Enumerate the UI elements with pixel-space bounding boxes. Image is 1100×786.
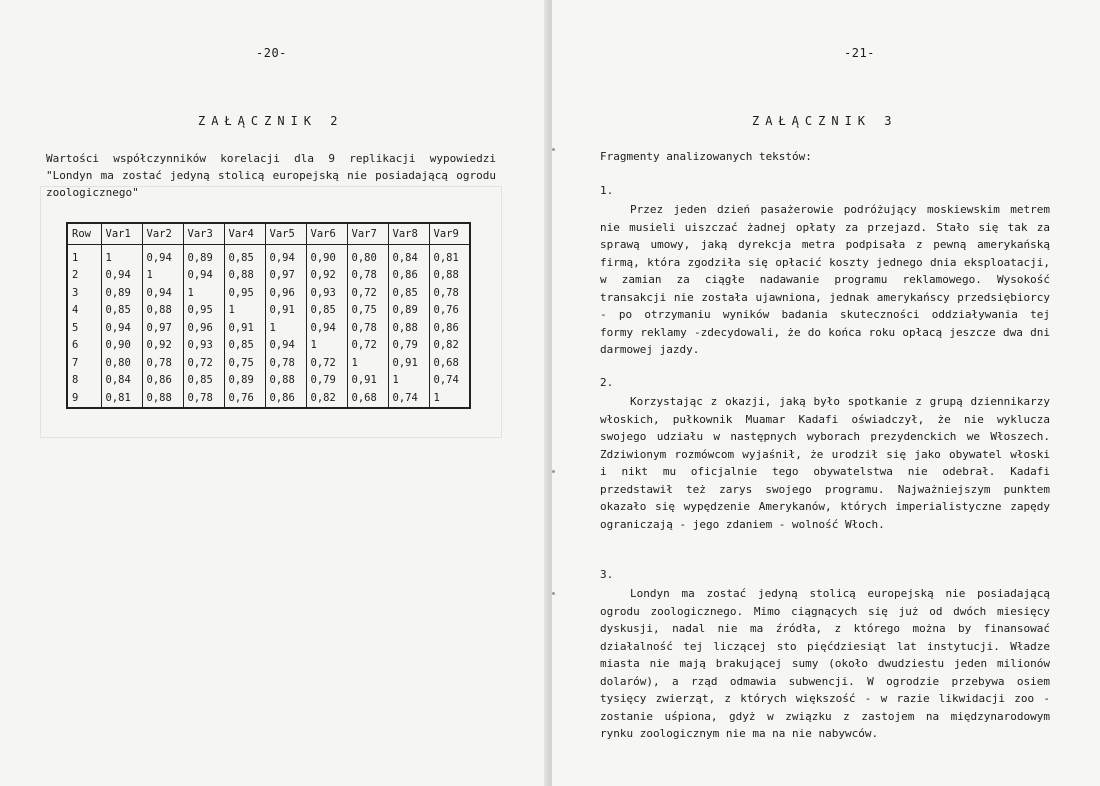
left-page [0,0,548,786]
table-cell: 1 [183,284,224,302]
table-row [67,245,470,267]
table-cell: 0,84 [101,372,142,390]
table-cell: 0,85 [388,284,429,302]
row-label: 4 [67,302,101,320]
table-cell: 0,85 [224,245,265,267]
table-cell: 1 [347,354,388,372]
table-cell: 1 [388,372,429,390]
table-cell: 0,94 [101,319,142,337]
table-cell: 0,97 [265,267,306,285]
table-cell: 0,68 [347,389,388,408]
table-cell: 0,93 [183,337,224,355]
table-cell: 0,91 [388,354,429,372]
table-row [67,337,470,355]
table-cell: 0,76 [429,302,470,320]
table-cell: 0,82 [429,337,470,355]
table-cell: 0,94 [101,267,142,285]
row-label: 8 [67,372,101,390]
table-cell: 0,85 [224,337,265,355]
table-cell: 0,81 [101,389,142,408]
table-cell: 0,88 [265,372,306,390]
table-row [67,302,470,320]
table-cell: 0,91 [224,319,265,337]
column-header: Var8 [388,223,429,245]
table-cell: 0,88 [388,319,429,337]
table-cell: 1 [224,302,265,320]
text-paragraph: Londyn ma zostać jedyną stolicą europejską nie posiadającą ogrodu zoologicznego. Mimo ciągnących się już od dwóch miesięcy dyskusji, nadal nie ma źródła, z którego można by finansować działalność tej liczącej sto pięćdziesiąt lat instytucji. Władze miasta nie mają brakującej sumy (około dwudziestu jeden milionów dolarów), a rząd odmawia subwencji. W ogrodzie przebywa osiem tysięcy zwierząt, z których większość - w razie likwidacji zoo - zostanie uśpiona, gdyż w związku z zastojem na międzynarodowym rynku zoologicznym nie ma na nie nabywców. [600,587,1050,740]
table-cell: 0,78 [265,354,306,372]
table-cell: 0,89 [388,302,429,320]
row-label: 2 [67,267,101,285]
table-cell: 0,91 [265,302,306,320]
table-cell: 0,85 [306,302,347,320]
table-cell: 0,94 [265,337,306,355]
table-row [67,319,470,337]
table-cell: 0,86 [429,319,470,337]
table-cell: 0,94 [142,284,183,302]
table-row [67,372,470,390]
table-cell: 0,79 [388,337,429,355]
row-label: 6 [67,337,101,355]
table-cell: 0,89 [224,372,265,390]
table-cell: 0,89 [101,284,142,302]
table-cell: 0,97 [142,319,183,337]
table-cell: 0,86 [142,372,183,390]
table-cell: 1 [142,267,183,285]
column-header: Var6 [306,223,347,245]
table-cell: 0,82 [306,389,347,408]
table-cell: 0,94 [306,319,347,337]
margin-dot [552,470,555,473]
table-cell: 0,90 [306,245,347,267]
table-cell: 0,91 [347,372,388,390]
page-number: -21- [844,46,875,60]
text-paragraph: Korzystając z okazji, jaką było spotkanie z grupą dziennikarzy włoskich, pułkownik Muamar Kadafi oświadczył, że nie wyklucza swojego udziału w następnych wyborach prezydenckich we Włoszech. Zdziwionym rozmówcom wyjaśnił, że urodził się jako obywatel włoski i nikt mu oficjalnie tego obywatelstwa nie odebrał. Kadafi przedstawił też zarys swojego programu. Najważniejszym punktem okazało się wypędzenie Amerykanów, których imperialistyczne zapędy ograniczają - jego zdaniem - wolność Włoch. [600,395,1050,531]
table-cell: 0,74 [388,389,429,408]
table-cell: 0,78 [183,389,224,408]
table-cell: 0,72 [347,337,388,355]
table-cell: 0,80 [101,354,142,372]
table-caption: Wartości współczynników korelacji dla 9 replikacji wypowiedzi "Londyn ma zostać jedyną stolicą europejską nie posiadającą ogrodu zoologicznego" [46,152,496,199]
table-body [67,245,470,408]
table-cell: 0,75 [224,354,265,372]
table-cell: 0,94 [142,245,183,267]
table-cell: 0,96 [183,319,224,337]
correlation-table [66,222,471,409]
row-label: 5 [67,319,101,337]
table-cell: 0,85 [101,302,142,320]
column-header: Var5 [265,223,306,245]
table-cell: 0,74 [429,372,470,390]
table-cell: 0,78 [347,319,388,337]
table-cell: 0,84 [388,245,429,267]
text-number: 1. [600,184,614,197]
table-cell: 1 [101,245,142,267]
table-cell: 0,86 [265,389,306,408]
text-paragraph: Przez jeden dzień pasażerowie podróżujący moskiewskim metrem nie musieli uiszczać żadnej opłaty za przejazd. Stało się tak za sprawą umowy, jaką dyrekcja metra podpisała z pewną amerykańską firmą, która zgodziła się opłacić koszty jednego dnia eksploatacji, w zamian za ciągłe nadawanie programu reklamowego. Wysokość transakcji nie została ujawniona, jednak amerykańscy przedsiębiorcy - po otrzymaniu wyników badania skuteczności oddziaływania tej formy reklamy -zdecydowali, że do końca roku opłacą jeszcze dwa dni darmowej jazdy. [600,203,1050,356]
table-cell: 0,95 [224,284,265,302]
table-cell: 1 [265,319,306,337]
table-cell: 0,94 [265,245,306,267]
table-cell: 1 [429,389,470,408]
table-row [67,267,470,285]
table-row [67,389,470,408]
table-cell: 0,88 [142,389,183,408]
table-cell: 0,88 [142,302,183,320]
column-header: Var1 [101,223,142,245]
column-header: Var7 [347,223,388,245]
row-label: 3 [67,284,101,302]
column-header: Var3 [183,223,224,245]
table-row [67,284,470,302]
page-number: -20- [256,46,287,60]
column-header: Row [67,223,101,245]
table-cell: 0,78 [347,267,388,285]
table-cell: 0,75 [347,302,388,320]
table-cell: 0,80 [347,245,388,267]
table-cell: 0,81 [429,245,470,267]
table-cell: 0,93 [306,284,347,302]
margin-dot [552,148,555,151]
column-header: Var4 [224,223,265,245]
table-row [67,354,470,372]
row-label: 1 [67,245,101,267]
column-header: Var2 [142,223,183,245]
table-cell: 0,78 [429,284,470,302]
texts-heading: Fragmenty analizowanych tekstów: [600,150,812,163]
table-cell: 0,72 [306,354,347,372]
column-header: Var9 [429,223,470,245]
table-cell: 0,90 [101,337,142,355]
table-cell: 0,89 [183,245,224,267]
table-cell: 0,78 [142,354,183,372]
table-cell: 0,94 [183,267,224,285]
margin-dot [552,592,555,595]
table-cell: 0,86 [388,267,429,285]
row-label: 7 [67,354,101,372]
appendix-title: ZAŁĄCZNIK 3 [752,114,898,128]
table-cell: 0,68 [429,354,470,372]
table-header-row [67,223,470,245]
table-cell: 0,96 [265,284,306,302]
text-number: 2. [600,376,614,389]
table-cell: 1 [306,337,347,355]
table-cell: 0,72 [347,284,388,302]
table-cell: 0,95 [183,302,224,320]
table-cell: 0,85 [183,372,224,390]
table-cell: 0,92 [306,267,347,285]
table-cell: 0,88 [429,267,470,285]
appendix-title: ZAŁĄCZNIK 2 [198,114,344,128]
text-number: 3. [600,568,614,581]
row-label: 9 [67,389,101,408]
table-cell: 0,79 [306,372,347,390]
table-cell: 0,72 [183,354,224,372]
table-cell: 0,76 [224,389,265,408]
table-cell: 0,92 [142,337,183,355]
table-cell: 0,88 [224,267,265,285]
